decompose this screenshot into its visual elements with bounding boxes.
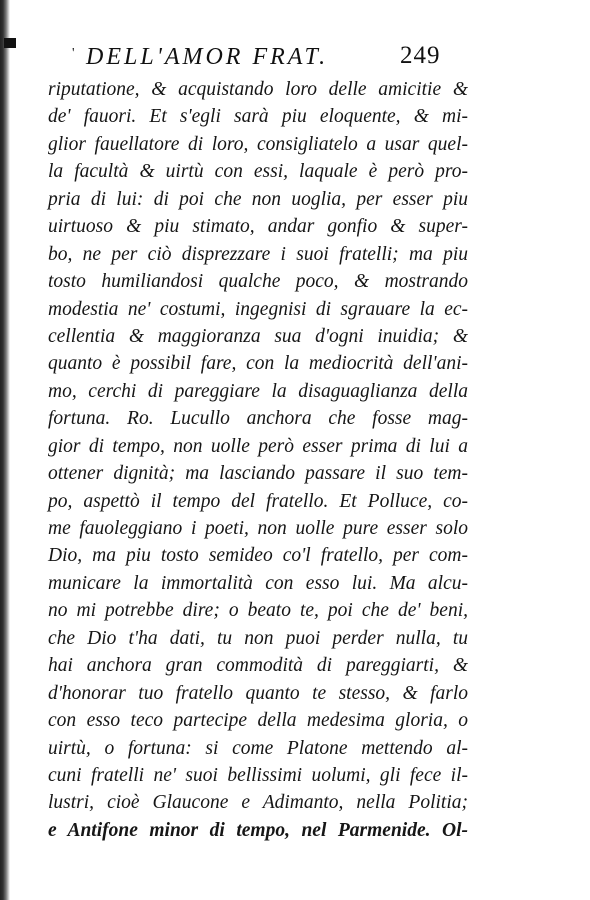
text-line: ottener dignità; ma lasciando passare il suo tem- [48, 463, 468, 485]
text-line: che Dio t'ha dati, tu non puoi perder nulla, tu [48, 627, 468, 649]
text-line: e Antifone minor di tempo, nel Parmenide. Ol- [48, 819, 468, 841]
text-line: riputatione, & acquistando loro delle amicitie & [48, 79, 468, 100]
text-line: pria di lui: di poi che non uoglia, per esser piu [48, 188, 468, 210]
binding-mark [4, 38, 16, 48]
text-line: de' fauori. Et s'egli sarà piu eloquente, & mi- [48, 106, 468, 128]
text-line: quanto è possibil fare, con la mediocrità dell'ani- [48, 353, 468, 375]
text-line: bo, ne per ciò disprezzare i suoi fratelli; ma piu [48, 243, 468, 265]
text-line: cellentia & maggioranza sua d'ogni inuidia; & [48, 325, 468, 347]
text-line: la facultà & uirtù con essi, laquale è però pro- [48, 161, 468, 183]
text-line: fortuna. Ro. Lucullo anchora che fosse mag- [48, 408, 468, 430]
text-line: no mi potrebbe dire; o beato te, poi che de' beni, [48, 600, 468, 622]
text-line: Dio, ma piu tosto semideo co'l fratello, per com- [48, 545, 468, 567]
text-line: hai anchora gran commodità di pareggiarti, & [48, 655, 468, 677]
text-line: municare la immortalità con esso lui. Ma alcu- [48, 572, 468, 594]
text-line: mo, cerchi di pareggiare la disaguaglianza della [48, 380, 468, 402]
page-number: 249 [400, 42, 441, 69]
text-line: uirtuoso & piu stimato, andar gonfio & super- [48, 216, 468, 238]
page-binding-edge [0, 0, 10, 900]
running-title: DELL'AMOR FRAT. [86, 44, 329, 70]
text-line: glior fauellatore di loro, consigliatelo a usar quel- [48, 133, 468, 155]
text-line: po, aspettò il tempo del fratello. Et Polluce, co- [48, 490, 468, 512]
text-line: tosto humiliandosi qualche poco, & mostrando [48, 271, 468, 293]
text-line: modestia ne' costumi, ingegnisi di sgrauare la ec- [48, 298, 468, 320]
running-head [58, 44, 458, 74]
body-text [48, 76, 468, 844]
text-line: lustri, cioè Glaucone e Adimanto, nella Politia; [48, 792, 468, 814]
text-line: cuni fratelli ne' suoi bellissimi uolumi, gli fece il- [48, 764, 468, 786]
text-line: me fauoleggiano i poeti, non uolle pure esser solo [48, 518, 468, 539]
text-line: uirtù, o fortuna: si come Platone mettendo al- [48, 737, 468, 759]
text-line: d'honorar tuo fratello quanto te stesso, & farlo [48, 682, 468, 704]
text-line: con esso teco partecipe della medesima gloria, o [48, 710, 468, 732]
header-mark: ' [72, 46, 75, 61]
text-line: gior di tempo, non uolle però esser prima di lui a [48, 435, 468, 457]
